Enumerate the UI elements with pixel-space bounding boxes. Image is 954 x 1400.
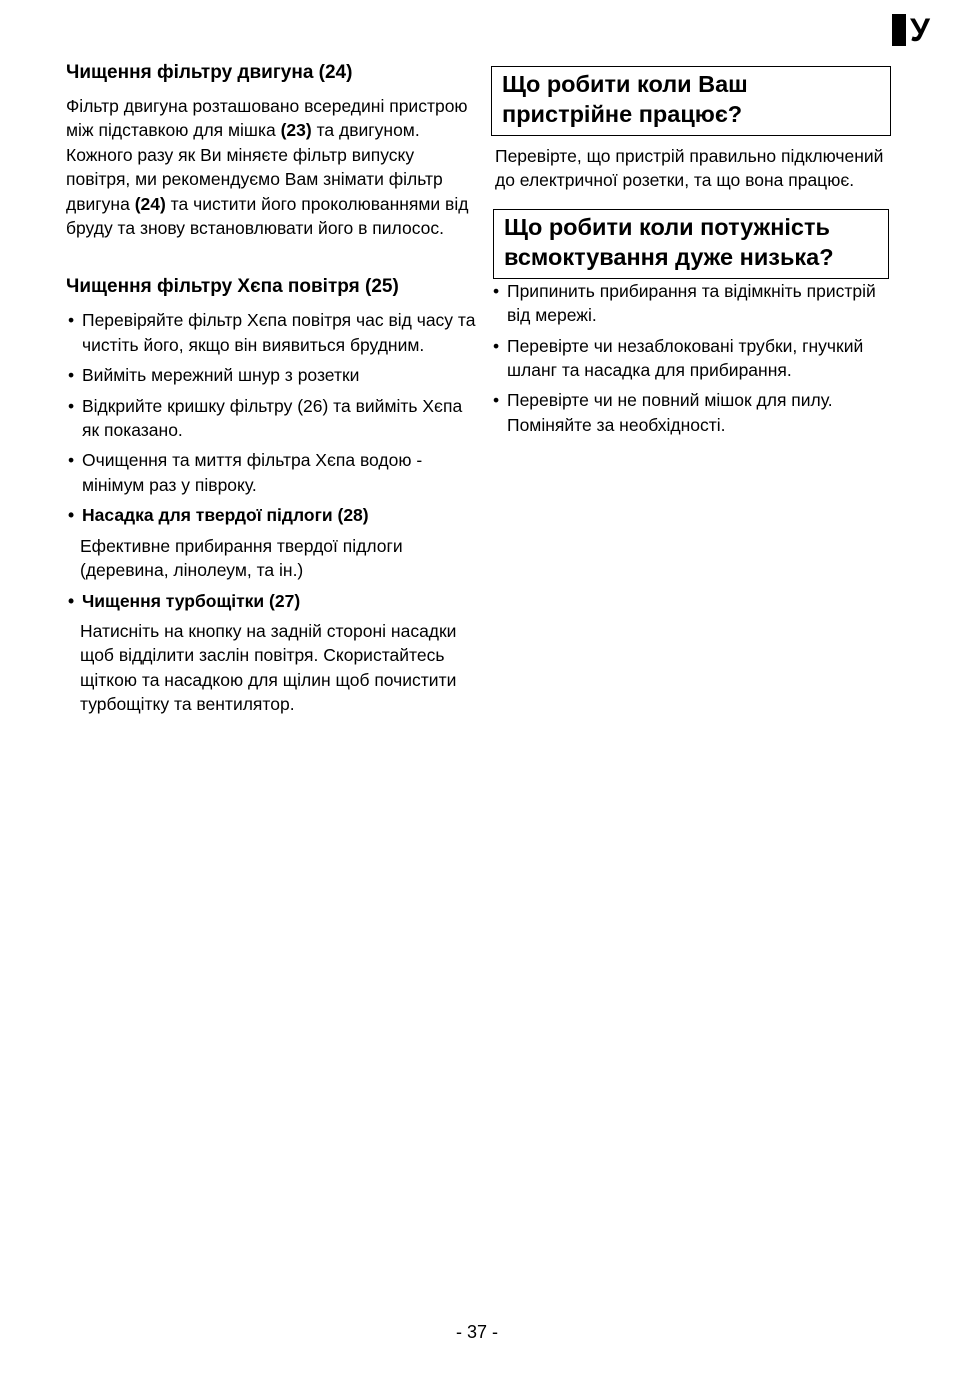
page-number: - 37 -: [455, 1322, 498, 1342]
low-suction-title: Що робити коли потужність всмоктування дуже низька?: [504, 213, 834, 270]
list-item: • Вийміть мережний шнур з розетки: [68, 365, 360, 386]
turbo-brush-text: Натисніть на кнопку на задній стороні насадки щоб відділити заслін повітря. Скористайтесь щіткою та насадкою для щілин щоб почистити турбощітку та вентилятор.: [80, 620, 457, 715]
motor-filter-paragraph: [66, 94, 480, 240]
low-suction-list: [491, 279, 891, 437]
motor-filter-title: Чищення фільтру двигуна (24): [66, 62, 353, 83]
motor-filter-text-2: та двигуном. Кожного разу як Ви міняєте фільтр випуску повітря, ми рекомендуємо Вам знімати фільтр двигуна: [66, 120, 443, 214]
hard-floor-nozzle-heading: • Насадка для твердої підлоги (28): [68, 505, 369, 526]
motor-filter-text-1: Фільтр двигуна розташовано всередині пристрою між підставкою для мішка: [66, 96, 468, 141]
turbo-brush-list: [66, 589, 480, 613]
turbo-brush-heading: • Чищення турбощітки (27): [68, 590, 301, 611]
low-suction-box: [493, 209, 889, 279]
left-column: [66, 60, 480, 723]
language-tab-letter: У: [910, 12, 930, 48]
list-item: • Перевірте чи незаблоковані трубки, гнучкий шланг та насадка для прибирання.: [493, 335, 864, 381]
not-working-box: [491, 66, 891, 136]
list-item: • Перевірте чи не повний мішок для пилу. Поміняйте за необхідності.: [493, 390, 833, 435]
list-item: • Припинить прибирання та відімкніть пристрій від мережі.: [493, 280, 876, 326]
list-item: • Очищення та миття фільтра Хєпа водою - мінімум раз у півроку.: [68, 450, 423, 495]
hard-floor-nozzle-text: Ефективне прибирання твердої підлоги (деревина, лінолеум, та ін.): [80, 535, 403, 581]
list-item: • Відкрийте кришку фільтру (26) та вийміть Хєпа як показано.: [68, 395, 463, 441]
hepa-filter-title: Чищення фільтру Хєпа повітря (25): [66, 276, 399, 298]
motor-filter-text-3: та чистити його проколюваннями від бруду та знову встановлювати його в пилосос.: [66, 193, 469, 239]
motor-filter-ref-24: (24): [134, 193, 166, 214]
not-working-text: Перевірте, що пристрій правильно підключений до електричної розетки, та що вона працює.: [495, 146, 884, 191]
language-tab: [892, 14, 930, 46]
motor-filter-ref-23: (23): [280, 120, 312, 141]
hepa-filter-list: [66, 308, 480, 527]
not-working-title: Що робити коли Ваш пристрійне працює?: [502, 71, 748, 127]
list-item: • Перевіряйте фільтр Хєпа повітря час від часу та чистіть його, якщо він виявиться брудним.: [68, 310, 476, 355]
right-column: [491, 66, 891, 443]
language-tab-bar: [892, 14, 906, 46]
